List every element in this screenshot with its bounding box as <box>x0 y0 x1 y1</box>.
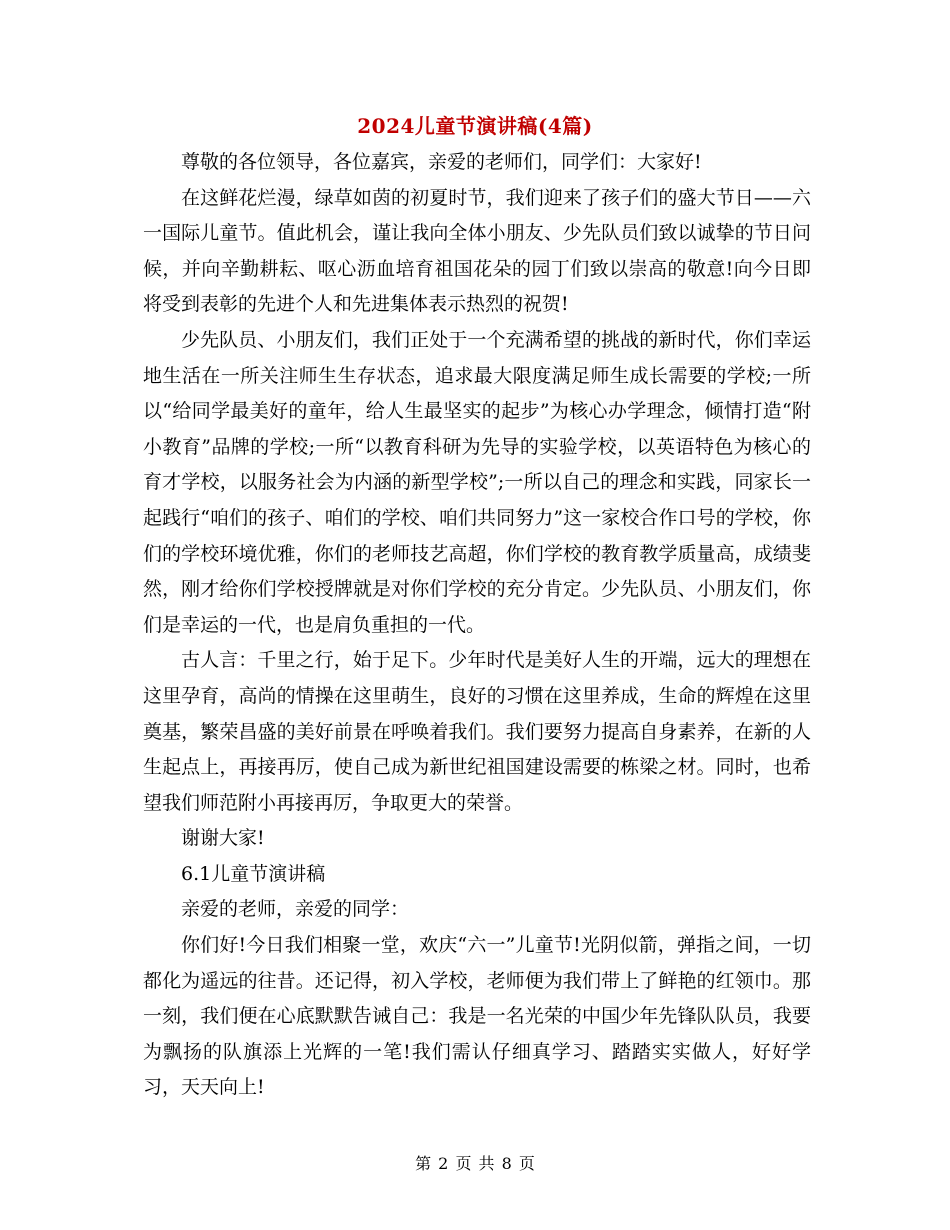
paragraph-salutation: 亲爱的老师，亲爱的同学： <box>181 898 410 921</box>
section-heading: 6.1儿童节演讲稿 <box>181 862 326 885</box>
document-body <box>143 145 811 1106</box>
paragraph-ancients: 古人言：千里之行，始于足下。少年时代是美好人生的开端，远大的理想在这里孕育，高尚的情操在这里萌生，良好的习惯在这里养成，生命的辉煌在这里奠基，繁荣昌盛的美好前景在呼唤着我们。我们要努力提高自身素养，在新的人生起点上，再接再厉，使自己成为新世纪祖国建设需要的栋梁之材。同时，也希望我们师范附小再接再厉，争取更大的荣誉。 <box>143 649 811 814</box>
paragraph-thanks: 谢谢大家! <box>181 827 265 850</box>
paragraph-school: 少先队员、小朋友们，我们正处于一个充满希望的挑战的新时代，你们幸运地生活在一所关注师生生存状态，追求最大限度满足师生成长需要的学校;一所以“给同学最美好的童年，给人生最坚实的起步”为核心办学理念，倾情打造“附小教育”品牌的学校;一所“以教育科研为先导的实验学校，以英语特色为核心的育才学校，以服务社会为内涵的新型学校”;一所以自己的理念和实践，同家长一起践行“咱们的孩子、咱们的学校、咱们共同努力”这一家校合作口号的学校，你们的学校环境优雅，你们的老师技艺高超，你们学校的教育教学质量高，成绩斐然，刚才给你们学校授牌就是对你们学校的充分肯定。少先队员、小朋友们，你们是幸运的一代，也是肩负重担的一代。 <box>143 328 811 636</box>
paragraph-second-speech: 你们好!今日我们相聚一堂，欢庆“六一”儿童节!光阴似箭，弹指之间，一切都化为遥远的往昔。还记得，初入学校，老师便为我们带上了鲜艳的红领巾。那一刻，我们便在心底默默告诫自己：我是一名光荣的中国少年先锋队队员，我要为飘扬的队旗添上光辉的一笔!我们需认仔细真学习、踏踏实实做人，好好学习，天天向上! <box>143 934 811 1099</box>
paragraph-greeting: 尊敬的各位领导，各位嘉宾，亲爱的老师们，同学们：大家好! <box>181 151 702 173</box>
document-title: 2024儿童节演讲稿(4篇) <box>357 114 593 138</box>
paragraph-opening: 在这鲜花烂漫，绿草如茵的初夏时节，我们迎来了孩子们的盛大节日——六一国际儿童节。值此机会，谨让我向全体小朋友、少先队员们致以诚挚的节日问候，并向辛勤耕耘、呕心沥血培育祖国花朵的园丁们致以崇高的敬意!向今日即将受到表彰的先进个人和先进集体表示热烈的祝贺! <box>143 186 811 316</box>
page-number: 第 2 页 共 8 页 <box>415 1154 535 1173</box>
